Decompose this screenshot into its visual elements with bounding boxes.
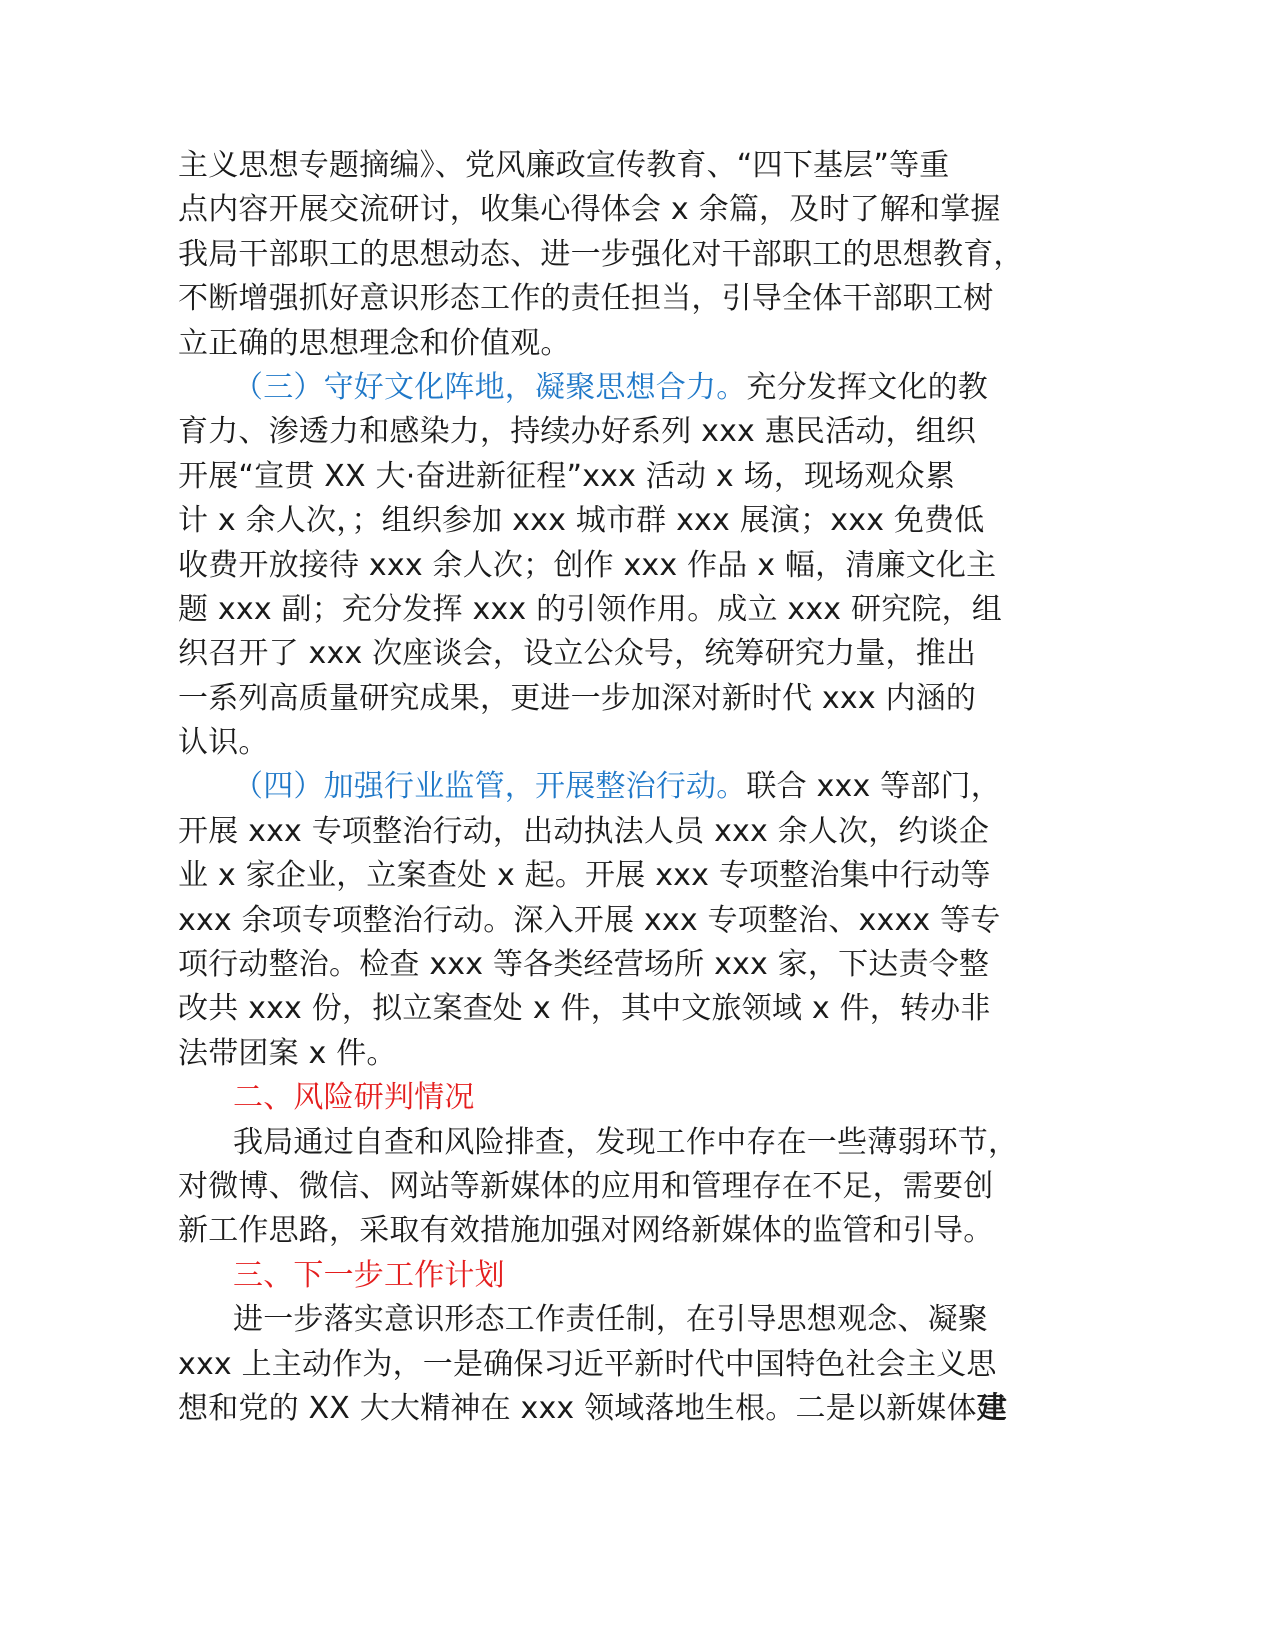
paragraph-continued <box>178 144 1058 366</box>
text-line: 开展 xxx 专项整治行动，出动执法人员 xxx 余人次，约谈企 <box>178 813 990 849</box>
part-three-heading: 三、下一步工作计划 <box>233 1257 505 1293</box>
section-four-heading: （四）加强行业监管，开展整治行动。 <box>233 769 747 805</box>
text-line: 我局干部职工的思想动态、进一步强化对干部职工的思想教育， <box>178 236 1024 272</box>
section-three <box>178 366 1058 766</box>
text-line: 对微博、微信、网站等新媒体的应用和管理存在不足，需要创 <box>178 1168 994 1204</box>
text-line: 题 xxx 副；充分发挥 xxx 的引领作用。成立 xxx 研究院，组 <box>178 591 1003 627</box>
section-four <box>178 765 1058 1076</box>
text-line: 新工作思路，采取有效措施加强对网络新媒体的监管和引导。 <box>178 1213 994 1249</box>
text-line: xxx 余项专项整治行动。深入开展 xxx 专项整治、xxxx 等专 <box>178 902 1001 938</box>
text-line: 立正确的思想理念和价值观。 <box>178 325 571 361</box>
part-three-last-line-text: 想和党的 XX 大大精神在 xxx 领域落地生根。二是以新媒体 <box>178 1390 977 1426</box>
text-line: 一系列高质量研究成果，更进一步加深对新时代 xxx 内涵的 <box>178 680 977 716</box>
part-three <box>178 1254 1058 1432</box>
section-three-heading: （三）守好文化阵地，凝聚思想合力。 <box>233 369 747 405</box>
text-line: xxx 上主动作为，一是确保习近平新时代中国特色社会主义思 <box>178 1346 997 1382</box>
part-three-last-line <box>178 1387 1058 1431</box>
part-two-heading: 二、风险研判情况 <box>233 1080 475 1116</box>
text-line: 不断增强抓好意识形态工作的责任担当，引导全体干部职工树 <box>178 281 994 317</box>
section-four-first-line <box>178 765 1058 809</box>
text-line: 主义思想专题摘编》、党风廉政宣传教育、“四下基层”等重 <box>178 148 950 183</box>
text-line: 收费开放接待 xxx 余人次；创作 xxx 作品 x 幅，清廉文化主 <box>178 547 997 583</box>
text-line: 业 x 家企业，立案查处 x 起。开展 xxx 专项整治集中行动等 <box>178 858 991 894</box>
text-line: 改共 xxx 份，拟立案查处 x 件，其中文旅领域 x 件，转办非 <box>178 991 991 1027</box>
text-line: 法带团案 x 件。 <box>178 1035 397 1071</box>
text-line: 我局通过自查和风险排查，发现工作中存在一些薄弱环节， <box>233 1124 1019 1160</box>
text-line: 计 x 余人次，；组织参加 xxx 城市群 xxx 展演；xxx 免费低 <box>178 503 985 539</box>
document-body <box>178 144 1058 1431</box>
section-three-first-line-rest: 充分发挥文化的教 <box>746 369 989 405</box>
section-three-first-line <box>178 366 1058 410</box>
text-line: 开展“宣贯 XX 大·奋进新征程”xxx 活动 x 场，现场观众累 <box>178 458 956 494</box>
part-two <box>178 1076 1058 1254</box>
text-line: 进一步落实意识形态工作责任制，在引导思想观念、凝聚 <box>233 1302 988 1338</box>
text-line: 育力、渗透力和感染力，持续办好系列 xxx 惠民活动，组织 <box>178 414 977 450</box>
text-line: 织召开了 xxx 次座谈会，设立公众号，统筹研究力量，推出 <box>178 636 977 672</box>
text-line: 项行动整治。检查 xxx 等各类经营场所 xxx 家，下达责令整 <box>178 947 990 983</box>
text-line: 点内容开展交流研讨，收集心得体会 x 余篇，及时了解和掌握 <box>178 192 1001 228</box>
text-line: 认识。 <box>178 725 269 761</box>
part-three-last-line-bold: 建 <box>976 1390 1007 1426</box>
section-four-first-line-rest: 联合 xxx 等部门， <box>746 769 1001 805</box>
